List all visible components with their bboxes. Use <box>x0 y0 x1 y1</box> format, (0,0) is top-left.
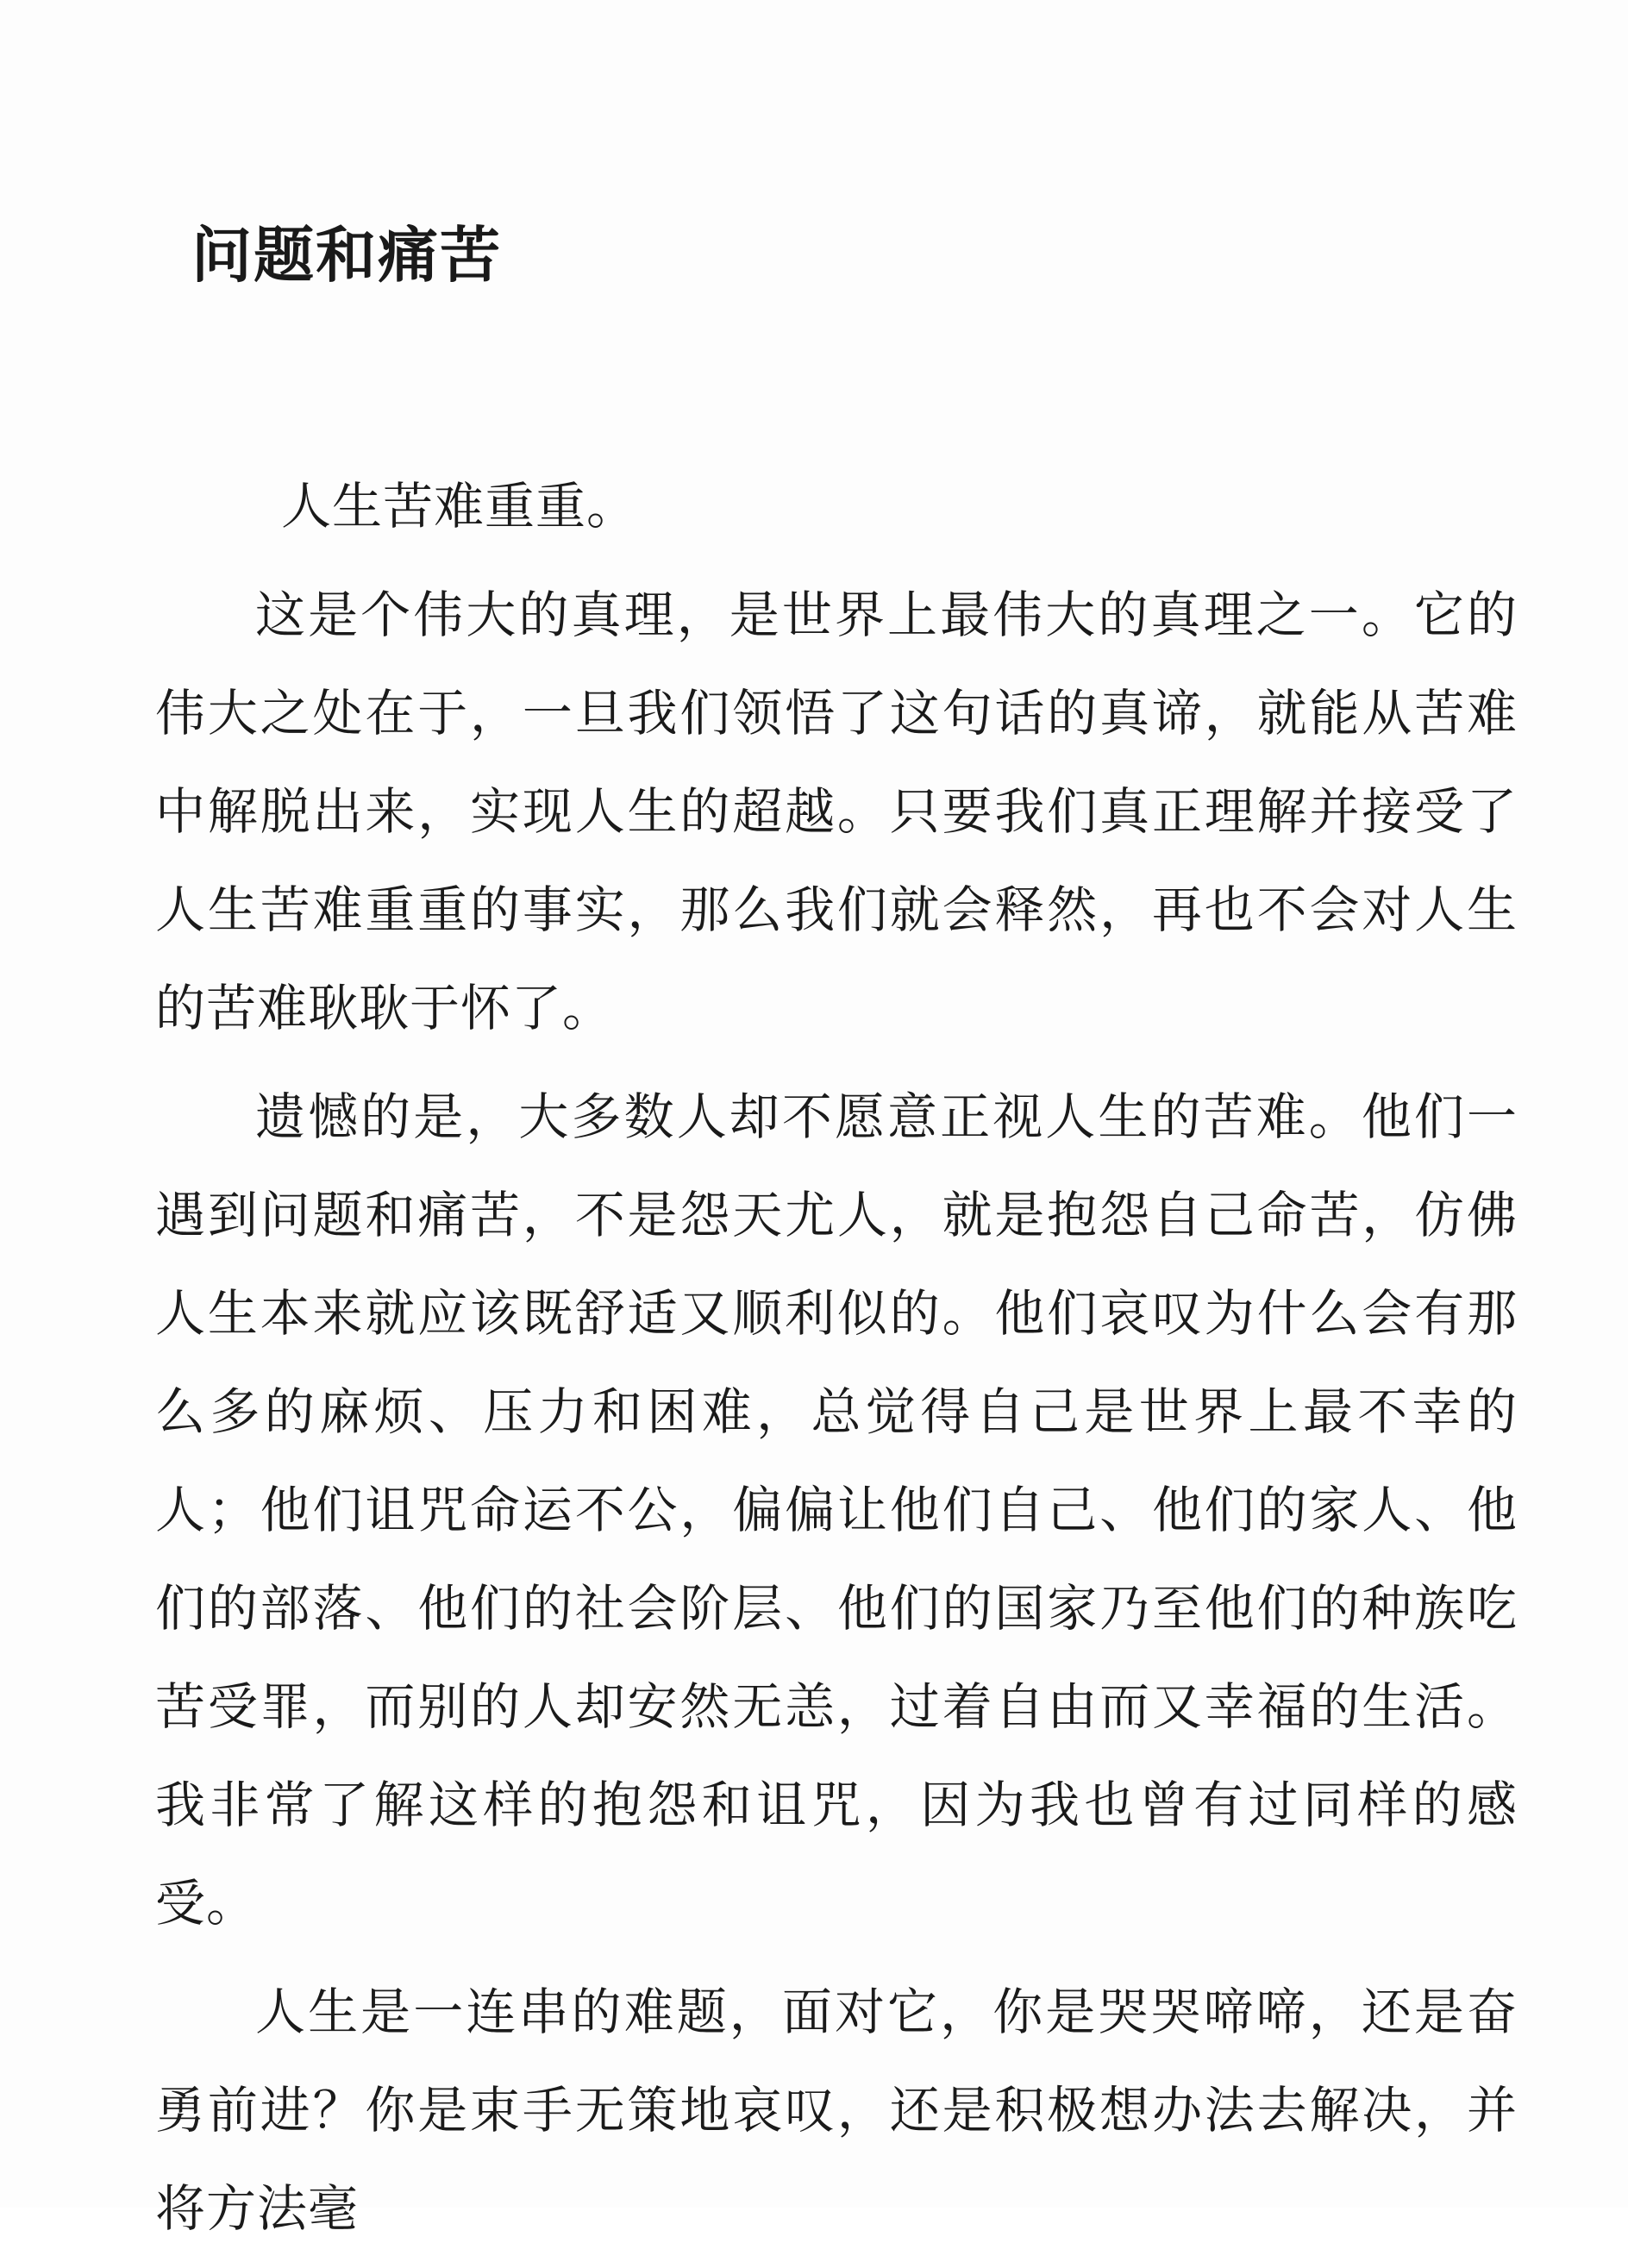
chapter-title: 问题和痛苦 <box>191 220 502 291</box>
paragraph-1: 人生苦难重重。 <box>281 477 638 536</box>
paragraph-4: 人生是一连串的难题，面对它，你是哭哭啼啼，还是奋勇前进？你是束手无策地哀叹，还是积极想办法去解决，并将方法毫 <box>155 1983 1518 2238</box>
body-text <box>155 457 1518 2268</box>
paragraph-2: 这是个伟大的真理，是世界上最伟大的真理之一。它的伟大之处在于，一旦我们领悟了这句话的真谛，就能从苦难中解脱出来，实现人生的超越。只要我们真正理解并接受了人生苦难重重的事实，那么我们就会释然，再也不会对人生的苦难耿耿于怀了。 <box>155 586 1518 1037</box>
paragraph-3: 遗憾的是，大多数人却不愿意正视人生的苦难。他们一遇到问题和痛苦，不是怨天尤人，就是抱怨自己命苦，仿佛人生本来就应该既舒适又顺利似的。他们哀叹为什么会有那么多的麻烦、压力和困难，总觉得自己是世界上最不幸的人；他们诅咒命运不公，偏偏让他们自己、他们的家人、他们的部落、他们的社会阶层、他们的国家乃至他们的种族吃苦受罪，而别的人却安然无恙，过着自由而又幸福的生活。我非常了解这样的抱怨和诅咒，因为我也曾有过同样的感受。 <box>155 1087 1518 1933</box>
